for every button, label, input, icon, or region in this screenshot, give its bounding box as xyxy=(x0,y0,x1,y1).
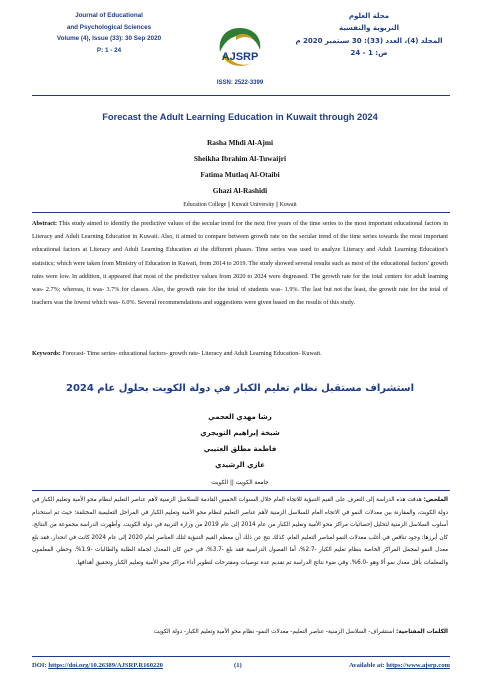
doi xyxy=(32,662,163,669)
keywords-en xyxy=(32,350,448,357)
keywords-text-ar: استشراف- السلاسل الزمنية- عناصر التعليم- معدلات النمو- نظام محو الأمية وتعليم الكبار- دولة الكويت xyxy=(153,629,395,635)
header-divider xyxy=(32,95,450,96)
availability xyxy=(349,662,450,669)
author-name: Ghazi Al-Rashidi xyxy=(212,186,268,195)
abstract-divider xyxy=(32,212,450,213)
abstract-ar-divider xyxy=(32,490,450,491)
available-label: Available at: xyxy=(349,662,385,669)
website-link[interactable]: https://www.ajsrp.com xyxy=(386,662,450,669)
author-name-ar: فاطمة مطلق العتيبي xyxy=(203,445,277,453)
ajsrp-logo xyxy=(212,24,268,76)
keywords-label: Keywords: xyxy=(32,350,61,357)
author-name-ar: غازي الرشيدي xyxy=(215,461,265,469)
doi-link[interactable]: https://doi.org/10.26389/AJSRP.R160220 xyxy=(48,662,163,669)
doi-label: DOI: xyxy=(32,662,47,669)
keywords-text: Forecast- Time series- educational factors- growth rate- Literacy and Adult Learning Education- Kuwait. xyxy=(62,350,322,357)
author-name-ar: رشا مهدي العجمي xyxy=(208,413,272,421)
affiliation-en: Education College || Kuwait University || Kuwait xyxy=(183,202,297,208)
keywords-ar xyxy=(32,629,448,635)
author-name: Rasha Mhdi Al-Ajmi xyxy=(206,138,274,147)
abstract-label-ar: الملخص: xyxy=(423,497,449,503)
page-range-ar: ص: 1 - 24 xyxy=(350,49,388,58)
author-name: Sheikha Ibrahim Al-Tuwaijri xyxy=(193,154,287,163)
abstract-text: This study aimed to identify the predictive values of the secular trend for the next five years of the time series to the most important educational factors in Literacy and Adult Learning Education in Kuwait. Also, it aimed to compare between growth rate on the secular trend of the time series towards the most important educational factors at Literacy and Adult Learning Education at the different phases. Time series was used to analyze Literacy and Adult Learning Education's statistics; which were taken from Ministry of Education in Kuwait, from 2014 to 2019. The study showed several results such as most of the educational factors' growth rates were low. In addition, it appeared that most of the predictive values from 2020 to 2024 were degreased. The growth rate for the total centers for adult learning was- 2.7%; whereas, it was- 3.7% for classes. Also, the growth rate for the total of students was- 1.9%. The last but not the least, the growth rate for the total of teachers was the lowest which was- 6.0%. Several recommendations and suggestions were given based on the results of this study. xyxy=(32,220,449,307)
journal-header-en xyxy=(34,12,184,58)
logo-text: AJSRP xyxy=(221,51,259,63)
journal-name-line2: and Psychological Sciences xyxy=(66,23,152,31)
affiliation-ar: جامعة الكويت || الكويت xyxy=(211,480,269,486)
issn: ISSN: 2522-3399 xyxy=(216,80,264,86)
page-number: (1) xyxy=(234,662,242,669)
journal-name-ar-line2: التربوية والنفسية xyxy=(338,24,400,33)
page-range: P: 1 - 24 xyxy=(96,46,122,54)
footer-divider xyxy=(32,656,450,657)
journal-name-line1: Journal of Educational xyxy=(75,12,143,19)
paper-title-ar: استشراف مستقبل نظام تعليم الكبار في دولة الكويت بحلول عام 2024 xyxy=(65,383,415,394)
abstract-ar xyxy=(32,494,448,570)
author-name-ar: شيخة إبراهيم التويجري xyxy=(200,429,280,437)
author-list-en xyxy=(0,138,480,202)
abstract-en xyxy=(32,217,448,309)
issue-info-ar: المجلد (4)، العدد (33): 30 سبتمبر 2020 م xyxy=(295,36,443,45)
author-list-ar xyxy=(0,413,480,477)
paper-title-en: Forecast the Adult Learning Education in Kuwait through 2024 xyxy=(102,112,378,122)
abstract-text-ar: هدفت هذه الدراسة إلى التعرف على القيم التنبؤية للاتجاه العام خلال السنوات الخمس القادمة للسلاسل الزمنية لأهم عناصر التعليم لنظام محو الأمية وتعليم الكبار في دولة الكويت، والمقارنة بين معدلات النمو في الاتجاه العام للسلاسل الزمنية لأهم عناصر التعليم لنظام محو الأمية وتعليم الكبار في المراحل التعليمية المختلفة؛ حيث تم استخدام أسلوب السلاسل الزمنية لتحليل إحصائيات مراكز محو الأمية وتعليم الكبار من عام 2014 إلى عام 2019 من وزارة التربية في دولة الكويت. وأظهرت الدراسة مجموعة من النتائج، كان أبرزها: وجود تناقص في أغلب معدلات النمو لعناصر التعليم العام، كذلك نتج عن ذلك أن معظم القيم التنبؤية لتلك العناصر لعام 2020 إلى عام 2024 كانت في انحدار، فقد بلغ معدل النمو لمجمل المراكز الخاصة بنظام تعليم الكبار -2.7%، أما الفصول الدراسية فقد بلغ -3.7%، في حين كان المعدل لجملة الطلبة والطالبات -1.9%، وحظي المعلمون والمعلمات بأقل معدل نمو ألا وهو -6.0%. وفي ضوء نتائج الدراسة تم تقديم عدة توصيات ومقترحات لتطوير أداء مراكز محو الأمية وتعليم الكبار وتحقيق أهدافها. xyxy=(32,497,448,566)
author-name: Fatima Mutlaq Al-Otaibi xyxy=(200,170,280,179)
issue-info: Volume (4), Issue (33): 30 Sep 2020 xyxy=(56,35,162,42)
journal-name-ar-line1: مجلة العلوم xyxy=(348,12,390,20)
abstract-label: Abstract: xyxy=(32,220,58,227)
journal-header-ar xyxy=(284,12,454,62)
keywords-label-ar: الكلمات المفتاحية: xyxy=(396,629,448,635)
